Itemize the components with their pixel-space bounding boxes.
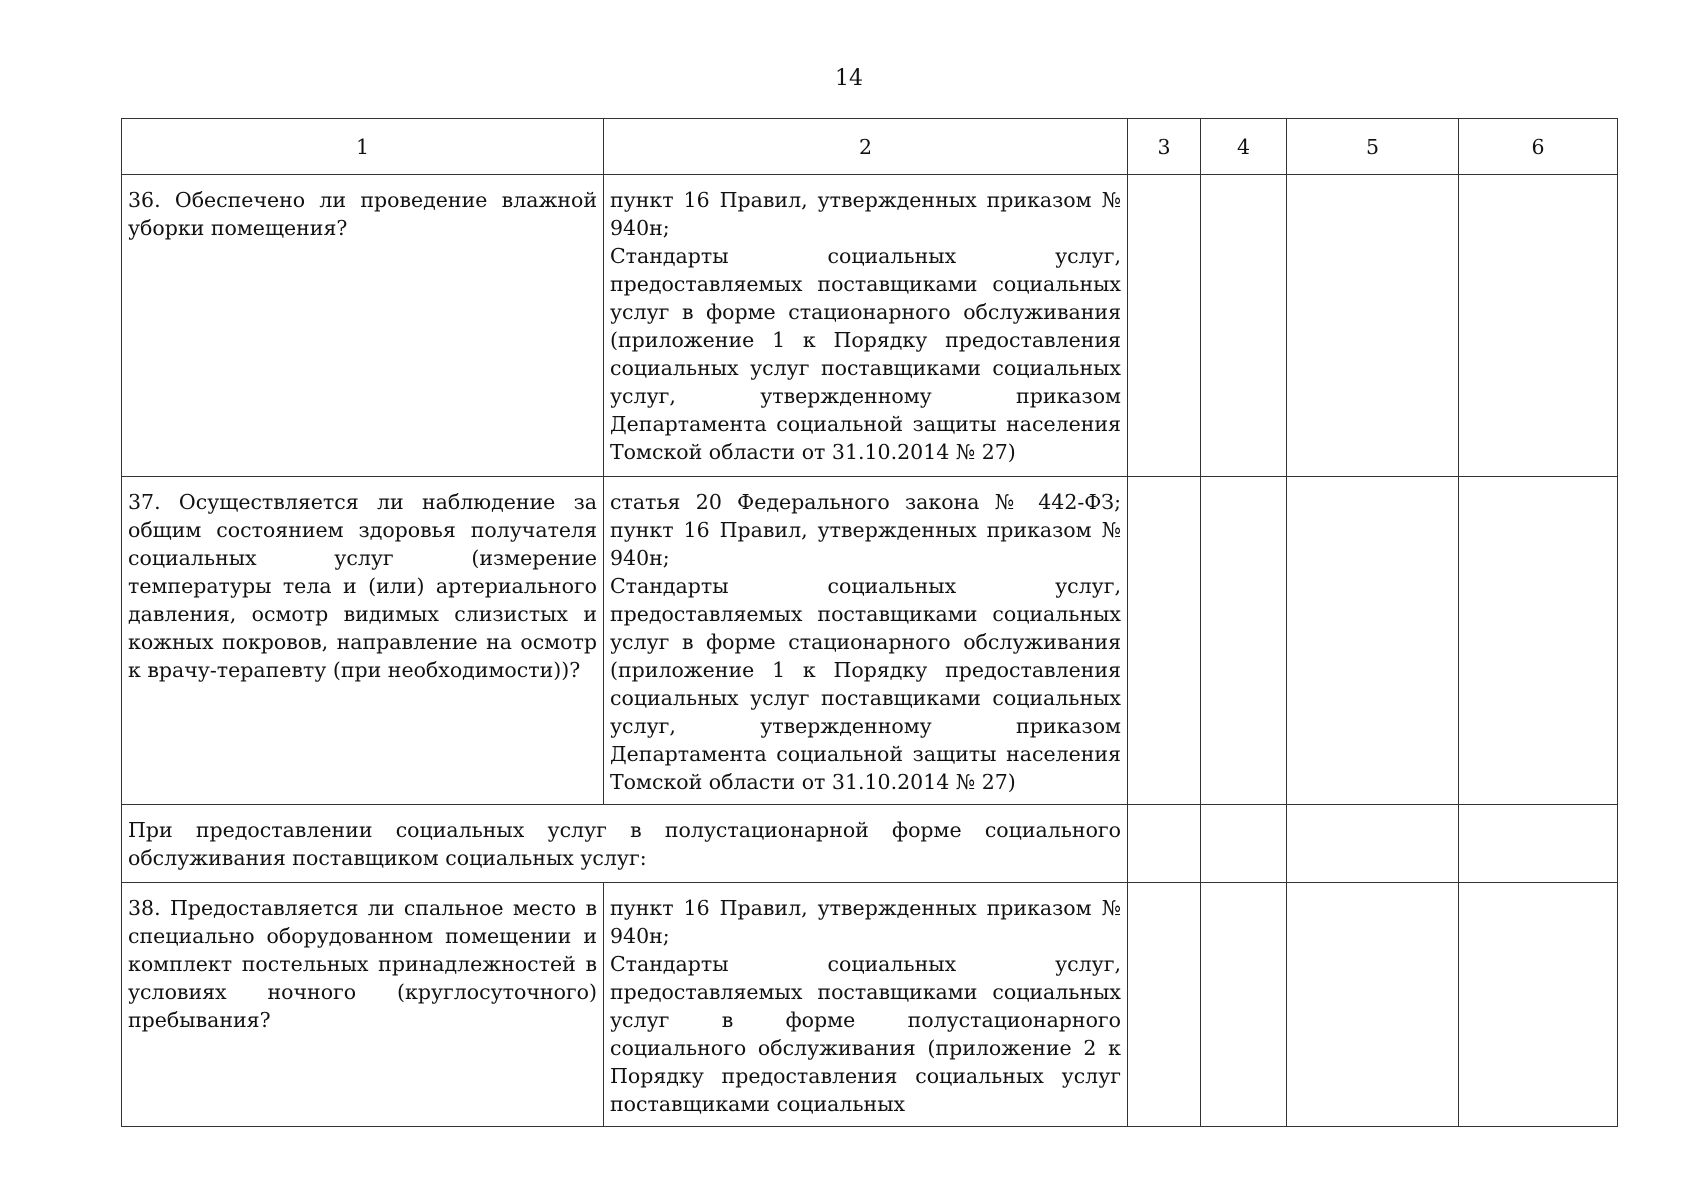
- basis-line: статья 20 Федерального закона № 442-ФЗ; пункт 16 Правил, утвержденных приказом № 940н;: [610, 490, 1121, 570]
- page-number: 14: [835, 66, 863, 91]
- table-header-row: [122, 119, 1618, 175]
- answer-cell-5[interactable]: [1287, 883, 1459, 1127]
- answer-cell-6[interactable]: [1459, 805, 1618, 883]
- answer-cell-5[interactable]: [1287, 175, 1459, 477]
- header-cell-6: 6: [1459, 119, 1618, 175]
- answer-cell-6[interactable]: [1459, 175, 1618, 477]
- answer-cell-3[interactable]: [1128, 805, 1201, 883]
- table-row: [122, 477, 1618, 805]
- answer-cell-4[interactable]: [1201, 477, 1287, 805]
- answer-cell-3[interactable]: [1128, 477, 1201, 805]
- section-heading-row: [122, 805, 1618, 883]
- question-cell: 37. Осуществляется ли наблюдение за общим состоянием здоровья получателя социальных услуг (измерение температуры тела и (или) артериального давления, осмотр видимых слизистых и кожных покровов, направление на осмотр к врачу-терапевту (при необходимости))?: [122, 477, 604, 805]
- answer-cell-6[interactable]: [1459, 883, 1618, 1127]
- legal-basis-cell: [604, 883, 1128, 1127]
- header-cell-3: 3: [1128, 119, 1201, 175]
- question-cell: 36. Обеспечено ли проведение влажной уборки помещения?: [122, 175, 604, 477]
- header-cell-4: 4: [1201, 119, 1287, 175]
- answer-cell-5[interactable]: [1287, 805, 1459, 883]
- answer-cell-4[interactable]: [1201, 805, 1287, 883]
- table-row: [122, 175, 1618, 477]
- legal-basis-cell: [604, 175, 1128, 477]
- basis-line: Стандарты социальных услуг, предоставляемых поставщиками социальных услуг в форме полустационарного социального обслуживания (приложение 2 к Порядку предоставления социальных услуг поставщиками социальных: [610, 952, 1121, 1116]
- question-cell: 38. Предоставляется ли спальное место в специально оборудованном помещении и комплект постельных принадлежностей в условиях ночного (круглосуточного) пребывания?: [122, 883, 604, 1127]
- basis-line: Стандарты социальных услуг, предоставляемых поставщиками социальных услуг в форме стационарного обслуживания (приложение 1 к Порядку предоставления социальных услуг поставщиками социальных услуг, утвержденному приказом Департамента социальной защиты населения Томской области от 31.10.2014 № 27): [610, 244, 1121, 464]
- answer-cell-6[interactable]: [1459, 477, 1618, 805]
- answer-cell-4[interactable]: [1201, 883, 1287, 1127]
- basis-line: Стандарты социальных услуг, предоставляемых поставщиками социальных услуг в форме стационарного обслуживания (приложение 1 к Порядку предоставления социальных услуг поставщиками социальных услуг, утвержденному приказом Департамента социальной защиты населения Томской области от 31.10.2014 № 27): [610, 574, 1121, 794]
- header-cell-2: 2: [604, 119, 1128, 175]
- basis-line: пункт 16 Правил, утвержденных приказом № 940н;: [610, 188, 1121, 240]
- basis-line: пункт 16 Правил, утвержденных приказом № 940н;: [610, 896, 1121, 948]
- table-row: [122, 883, 1618, 1127]
- answer-cell-5[interactable]: [1287, 477, 1459, 805]
- answer-cell-4[interactable]: [1201, 175, 1287, 477]
- section-heading: При предоставлении социальных услуг в полустационарной форме социального обслуживания поставщиком социальных услуг:: [122, 805, 1128, 883]
- legal-basis-cell: [604, 477, 1128, 805]
- checklist-table: [121, 118, 1618, 1127]
- header-cell-5: 5: [1287, 119, 1459, 175]
- header-cell-1: 1: [122, 119, 604, 175]
- answer-cell-3[interactable]: [1128, 883, 1201, 1127]
- answer-cell-3[interactable]: [1128, 175, 1201, 477]
